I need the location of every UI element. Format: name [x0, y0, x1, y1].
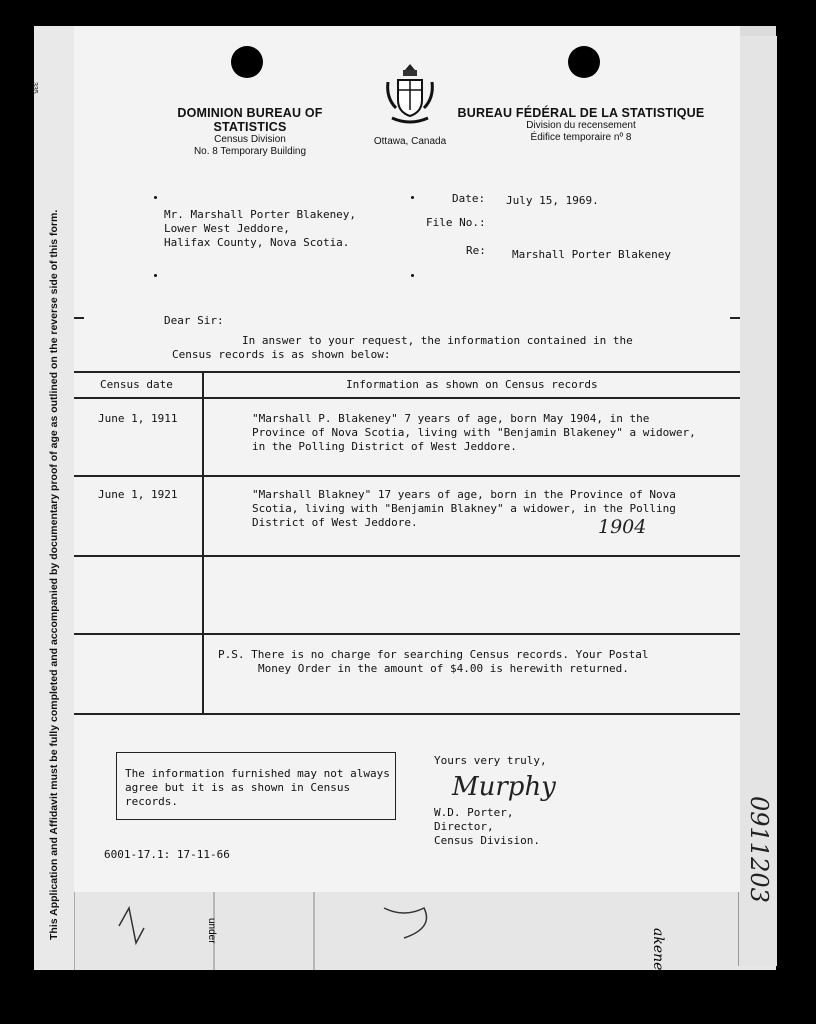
- re-value: Marshall Porter Blakeney: [512, 248, 671, 261]
- header-right-line1: Division du recensement: [526, 120, 636, 131]
- signer-title-director: Director,: [434, 820, 494, 833]
- date-value: July 15, 1969.: [506, 194, 599, 207]
- underlying-form-bottom: [34, 888, 776, 970]
- header-left-line1: Census Division: [214, 134, 286, 145]
- handwritten-year-note: 1904: [598, 516, 647, 538]
- date-label: Date:: [452, 192, 486, 205]
- signer-name: W.D. Porter,: [434, 806, 514, 819]
- col-header-census-date: Census date: [100, 378, 173, 391]
- row-1921-line1: "Marshall Blakney" 17 years of age, born in the Province of Nova: [252, 488, 676, 501]
- valediction: Yours very truly,: [434, 754, 547, 767]
- table-top-border: [74, 371, 740, 373]
- table-column-divider: [202, 371, 204, 714]
- form-code: 6001-17.1: 17-11-66: [104, 848, 230, 861]
- header-right-title: BUREAU FÉDÉRAL DE LA STATISTIQUE: [457, 106, 705, 120]
- row-1921-line3: District of West Jeddore.: [252, 516, 418, 529]
- address-line3: Halifax County, Nova Scotia.: [164, 236, 350, 249]
- signature: Murphy: [452, 772, 556, 802]
- coat-of-arms-emblem: [384, 62, 436, 128]
- svg-text:akeney: akeney: [650, 928, 666, 970]
- fold-mark-right: [730, 317, 740, 319]
- table-header-divider: [74, 397, 740, 399]
- side-code: 335: [31, 82, 38, 94]
- row-1911-line2: Province of Nova Scotia, living with "Benjamin Blakeney" a widower,: [252, 426, 696, 439]
- address-line1: Mr. Marshall Porter Blakeney,: [164, 208, 357, 221]
- side-instruction-text: This Application and Affidavit must be fully completed and accompanied by documentary proof of age as outlined on the reverse side of this form.: [48, 209, 60, 940]
- salutation: Dear Sir:: [164, 314, 224, 327]
- header-french: [456, 106, 706, 144]
- fold-mark-left: [74, 317, 84, 319]
- margin-handwriting: 0911203: [745, 796, 773, 903]
- punch-hole-right: [568, 46, 600, 78]
- disclaimer-line2: agree but it is as shown in Census: [125, 781, 351, 794]
- svg-text:under: under: [206, 918, 217, 944]
- disclaimer-line3: records.: [125, 795, 178, 808]
- window-mark: [154, 196, 157, 199]
- punch-hole-left: [231, 46, 263, 78]
- disclaimer-box: [116, 752, 396, 820]
- file-number-label: File No.:: [426, 216, 486, 229]
- row-1921-line2: Scotia, living with "Benjamin Blakney" a widower, in the Polling: [252, 502, 676, 515]
- row-divider: [74, 555, 740, 557]
- header-english: [140, 106, 360, 158]
- underlying-sheet-edge: [738, 36, 777, 966]
- header-city: Ottawa, Canada: [373, 136, 447, 147]
- row-1911-line1: "Marshall P. Blakeney" 7 years of age, born May 1904, in the: [252, 412, 650, 425]
- intro-line1: In answer to your request, the information contained in the: [242, 334, 633, 347]
- row-1921-date: June 1, 1921: [98, 488, 178, 501]
- re-label: Re:: [466, 244, 486, 257]
- intro-line2: Census records is as shown below:: [172, 348, 391, 361]
- underlying-form-marks: [34, 888, 776, 970]
- table-bottom-border: [74, 713, 740, 715]
- header-left-line2: No. 8 Temporary Building: [193, 146, 307, 157]
- header-left-title: DOMINION BUREAU OF STATISTICS: [177, 106, 323, 134]
- row-divider: [74, 475, 740, 477]
- ps-line1: P.S. There is no charge for searching Census records. Your Postal: [218, 648, 649, 661]
- row-1911-date: June 1, 1911: [98, 412, 178, 425]
- ps-line2: Money Order in the amount of $4.00 is herewith returned.: [258, 662, 629, 675]
- signer-title-division: Census Division.: [434, 834, 540, 847]
- address-line2: Lower West Jeddore,: [164, 222, 290, 235]
- window-mark: [154, 274, 157, 277]
- window-mark: [411, 274, 414, 277]
- row-divider: [74, 633, 740, 635]
- window-mark: [411, 196, 414, 199]
- header-right-line2: Édifice temporaire nº 8: [530, 132, 632, 143]
- row-1911-line3: in the Polling District of West Jeddore.: [252, 440, 517, 453]
- col-header-information: Information as shown on Census records: [346, 378, 598, 391]
- disclaimer-line1: The information furnished may not always: [125, 767, 390, 780]
